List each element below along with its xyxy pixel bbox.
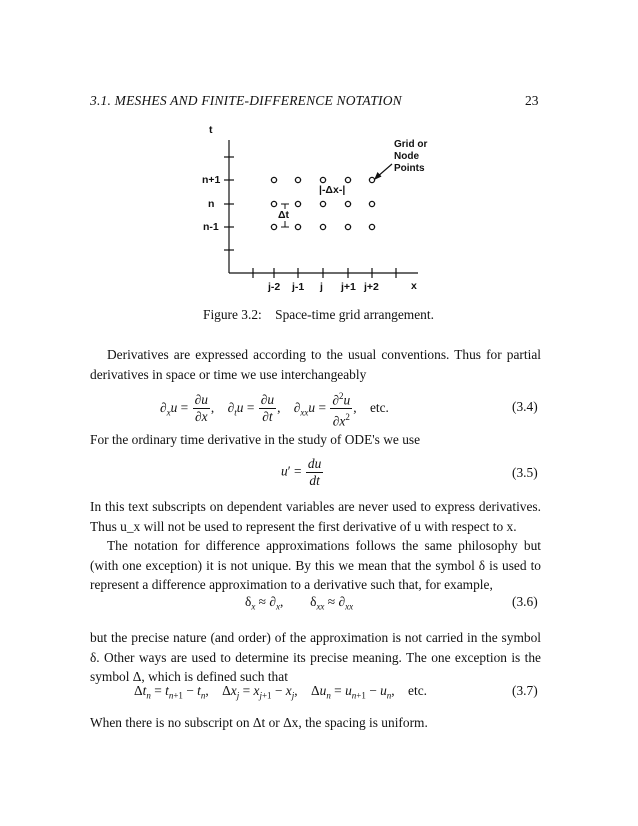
column-label-j-minus-1: j-1 — [292, 281, 305, 293]
grid-points-annotation-line2: Node — [394, 151, 419, 162]
equation-3-5-number: (3.5) — [512, 465, 538, 480]
figure-caption: Figure 3.2: Space-time grid arrangement. — [203, 307, 434, 322]
equation-3-4-number: (3.4) — [512, 399, 538, 414]
equation-3-5: u′ = $\frac{du}{dt}$ — [281, 456, 322, 488]
page-number: 23 — [525, 93, 539, 108]
equation-3-7-etc: etc. — [408, 683, 428, 698]
paragraph-precise-nature: but the precise nature (and order) of the approximation is not carried in the symbol δ. Other ways are used to determine its precise meaning. The one exception is the symbol Δ, which is defined such that — [90, 630, 541, 684]
equation-3-7: $\Delta t_n = t_{n+1} - t_n$, $\Delta x_j = x_{j+1} - x_j$, $\Delta u_n = u_{n+1} - u_n$, etc. — [134, 683, 428, 701]
paragraph-uniform-spacing: When there is no subscript on Δt or Δx, the spacing is uniform. — [90, 715, 428, 730]
column-label-j-plus-2: j+2 — [364, 281, 379, 293]
paragraph-subscripts — [90, 497, 541, 536]
subscripts-text: In this text subscripts on dependent variables are never used to express derivatives. Thus u_x will not be used to represent the first derivative of u with respect to x. — [90, 499, 541, 534]
delta-x-label: |-Δx-| — [319, 184, 346, 196]
equation-3-6-number: (3.6) — [512, 594, 538, 609]
row-label-n: n — [208, 198, 215, 210]
space-time-grid-figure — [0, 0, 638, 300]
grid-points-annotation-line1: Grid or — [394, 139, 428, 150]
row-label-n-plus-1: n+1 — [202, 174, 221, 186]
delta-t-label: Δt — [278, 209, 290, 221]
grid-points-annotation-line3: Points — [394, 163, 425, 174]
paragraph-derivatives: Derivatives are expressed according to the usual conventions. Thus for partial derivatives in space or time we use interchangeably — [90, 347, 541, 382]
equation-3-6: $\delta_x \approx \partial_x$, $\delta_{xx} \approx \partial_{xx}$ — [245, 594, 354, 612]
paragraph-ordinary-derivative: For the ordinary time derivative in the study of ODE's we use — [90, 432, 421, 447]
paragraph-difference-notation: The notation for difference approximations follows the same philosophy but (with one exception) it is not unique. By this we mean that the symbol δ is used to represent a difference approximation to a derivative such that, for example, — [90, 538, 541, 592]
column-label-j-minus-2: j-2 — [268, 281, 281, 293]
column-label-j: j — [320, 281, 323, 293]
t-axis-label: t — [209, 124, 213, 136]
column-label-j-plus-1: j+1 — [341, 281, 356, 293]
x-axis-label: x — [411, 280, 417, 292]
equation-3-7-number: (3.7) — [512, 683, 538, 698]
running-header: 3.1. MESHES AND FINITE-DIFFERENCE NOTATION — [90, 93, 402, 108]
equation-3-4-etc: etc. — [369, 400, 389, 416]
row-label-n-minus-1: n-1 — [203, 221, 219, 233]
equation-3-4: $\partial_xu$ = $\frac{\partial u}{\partial x}$ , $\partial_tu$ = $\frac{\partial u}{\partial t}$ , $\partial_{xx}u$ = $\frac{\partial^2u}{\partial x^2}$ , etc. — [160, 388, 389, 430]
